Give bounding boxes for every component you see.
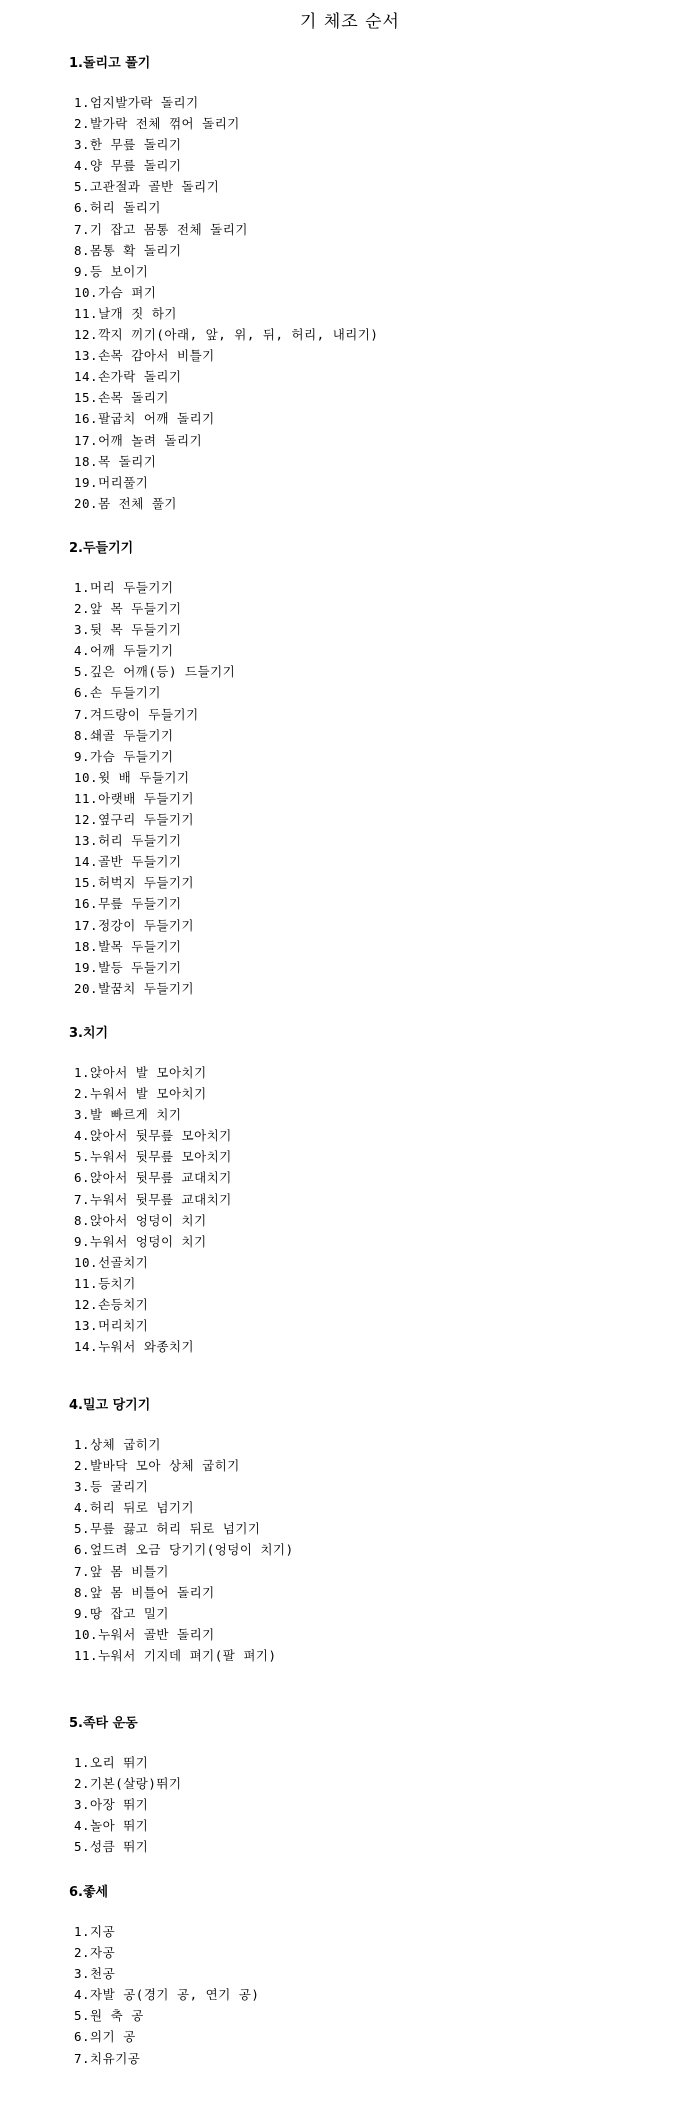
- list-item: 11.누워서 기지데 펴기(팔 펴기): [74, 1647, 277, 1663]
- list-item: 1.엄지발가락 돌리기: [74, 95, 199, 110]
- list-item: 12.깍지 끼기(아래, 앞, 위, 뒤, 허리, 내리기): [74, 327, 379, 343]
- section-5-list: [69, 1752, 182, 1857]
- document-title: 기 체조 순서: [300, 12, 400, 32]
- list-item: 9.누워서 엉덩이 치기: [74, 1233, 207, 1249]
- list-item: 8.앉아서 엉덩이 치기: [74, 1212, 207, 1228]
- list-item: 6.손 두들기기: [74, 685, 161, 701]
- list-item: 11.등치기: [74, 1275, 136, 1291]
- section-6-list: [69, 1921, 259, 2069]
- list-item: 7.치유기공: [74, 2050, 141, 2066]
- list-item: 7.겨드랑이 두들기기: [74, 706, 199, 722]
- list-item: 8.쇄골 두들기기: [74, 727, 174, 743]
- list-item: 9.땅 잡고 밀기: [74, 1605, 169, 1621]
- list-item: 20.발꿈치 두들기기: [74, 980, 195, 996]
- list-item: 5.무릎 끓고 허리 뒤로 넘기기: [74, 1521, 261, 1537]
- list-item: 11.날개 짓 하기: [74, 305, 178, 321]
- list-item: 5.누워서 뒷무릎 모아치기: [74, 1149, 232, 1165]
- section-3: [69, 1024, 669, 1384]
- list-item: 14.누워서 와종치기: [74, 1339, 195, 1355]
- list-item: 7.누워서 뒷무릎 교대치기: [74, 1191, 232, 1207]
- list-item: 3.아장 뛰기: [74, 1797, 149, 1813]
- list-item: 9.등 보이기: [74, 263, 149, 279]
- section-heading: 1.돌리고 풀기: [69, 56, 151, 71]
- list-item: 10.선골치기: [74, 1254, 149, 1270]
- list-item: 2.자공: [74, 1945, 116, 1961]
- list-item: 15.허벅지 두들기기: [74, 875, 195, 891]
- list-item: 2.기본(살랑)뛰기: [74, 1776, 182, 1792]
- list-item: 16.무릎 두들기기: [74, 896, 182, 912]
- section-heading: 5.족타 운동: [69, 1716, 138, 1731]
- list-item: 17.정강이 두들기기: [74, 917, 195, 933]
- list-item: 4.허리 뒤로 넘기기: [74, 1500, 195, 1516]
- section-3-list: [69, 1062, 232, 1357]
- list-item: 3.등 굴리기: [74, 1479, 149, 1495]
- list-item: 8.몸통 확 돌리기: [74, 242, 182, 258]
- list-item: 4.자발 공(경기 공, 연기 공): [74, 1987, 260, 2003]
- list-item: 6.엎드려 오금 당기기(엉덩이 치기): [74, 1542, 294, 1558]
- section-1-list: [69, 92, 378, 514]
- list-item: 4.어깨 두들기기: [74, 643, 174, 659]
- list-item: 3.천공: [74, 1966, 116, 1982]
- list-item: 6.의기 공: [74, 2029, 136, 2045]
- list-item: 13.허리 두들기기: [74, 833, 182, 849]
- list-item: 18.목 돌리기: [74, 453, 157, 469]
- list-item: 12.옆구리 두들기기: [74, 812, 195, 828]
- section-heading: 4.밀고 당기기: [69, 1398, 151, 1413]
- section-6: [69, 1883, 669, 2113]
- list-item: 1.앉아서 발 모아치기: [74, 1065, 207, 1080]
- list-item: 6.허리 돌리기: [74, 200, 161, 216]
- list-item: 10.누워서 골반 돌리기: [74, 1626, 215, 1642]
- list-item: 6.앉아서 뒷무릎 교대치기: [74, 1170, 232, 1186]
- list-item: 17.어깨 놀려 돌리기: [74, 432, 203, 448]
- list-item: 7.기 잡고 몸통 전체 돌리기: [74, 221, 248, 237]
- list-item: 5.원 축 공: [74, 2008, 144, 2024]
- list-item: 16.팔굽치 어깨 돌리기: [74, 411, 215, 427]
- list-item: 19.발등 두들기기: [74, 959, 182, 975]
- section-2-list: [69, 577, 235, 999]
- list-item: 5.고관절과 골반 돌리기: [74, 179, 220, 195]
- list-item: 10.윗 배 두들기기: [74, 769, 190, 785]
- list-item: 9.가슴 두들기기: [74, 748, 174, 764]
- list-item: 1.오리 뛰기: [74, 1755, 149, 1770]
- list-item: 20.몸 전체 풀기: [74, 495, 178, 511]
- list-item: 5.성큼 뛰기: [74, 1839, 149, 1855]
- list-item: 3.발 빠르게 치기: [74, 1107, 182, 1123]
- list-item: 3.한 무릎 돌리기: [74, 137, 182, 153]
- list-item: 8.앞 몸 비틀어 돌리기: [74, 1584, 215, 1600]
- section-heading: 3.치기: [69, 1026, 109, 1041]
- list-item: 13.손목 감아서 비틀기: [74, 348, 215, 364]
- list-item: 4.앉아서 뒷무릎 모아치기: [74, 1128, 232, 1144]
- list-item: 2.발바닥 모아 상체 굽히기: [74, 1458, 240, 1474]
- section-5: [69, 1714, 669, 1864]
- list-item: 1.상체 굽히기: [74, 1437, 161, 1452]
- section-2: [69, 539, 669, 1019]
- list-item: 10.가슴 펴기: [74, 284, 157, 300]
- section-4-list: [69, 1434, 294, 1666]
- list-item: 14.골반 두들기기: [74, 854, 182, 870]
- list-item: 2.발가락 전체 꺾어 돌리기: [74, 116, 240, 132]
- list-item: 11.아랫배 두들기기: [74, 790, 195, 806]
- list-item: 4.양 무릎 돌리기: [74, 158, 182, 174]
- list-item: 4.놀아 뛰기: [74, 1818, 149, 1834]
- list-item: 3.뒷 목 두들기기: [74, 622, 182, 638]
- list-item: 5.깊은 어깨(등) 드들기기: [74, 664, 236, 680]
- list-item: 15.손목 돌리기: [74, 390, 169, 406]
- list-item: 7.앞 몸 비틀기: [74, 1563, 169, 1579]
- list-item: 1.머리 두들기기: [74, 580, 174, 595]
- section-heading: 2.두들기기: [69, 541, 134, 556]
- list-item: 13.머리치기: [74, 1318, 149, 1334]
- section-heading: 6.좋세: [69, 1885, 109, 1900]
- list-item: 12.손등치기: [74, 1297, 149, 1313]
- list-item: 2.앞 목 두들기기: [74, 601, 182, 617]
- list-item: 14.손가락 돌리기: [74, 369, 182, 385]
- list-item: 2.누워서 발 모아치기: [74, 1086, 207, 1102]
- list-item: 1.지공: [74, 1924, 116, 1939]
- list-item: 19.머리풀기: [74, 474, 149, 490]
- list-item: 18.발목 두들기기: [74, 938, 182, 954]
- section-4: [69, 1396, 669, 1696]
- section-1: [69, 54, 669, 534]
